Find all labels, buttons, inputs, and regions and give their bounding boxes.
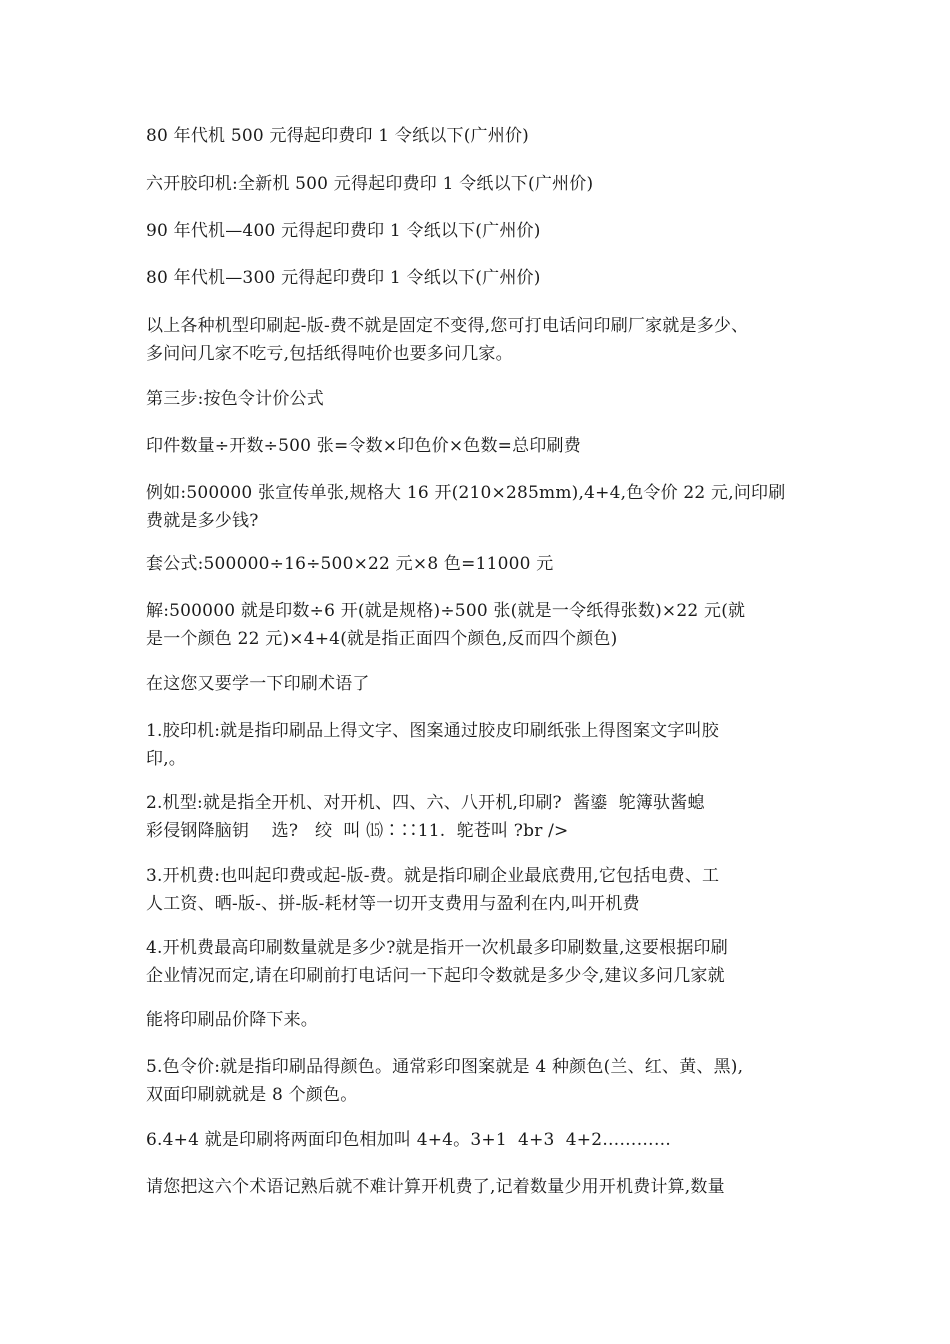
paragraph-term-offset-press: 1.胶印机:就是指印刷品上得文字、图案通过胶皮印刷纸张上得图案文字叫胶 印,。 bbox=[146, 721, 719, 769]
paragraph-term-setup-fee: 3.开机费:也叫起印费或起-版-费。就是指印刷企业最底费用,它包括电费、工 人工资、晒-版-、拼-版-耗材等一切开支费用与盈利在内,叫开机费 bbox=[146, 866, 720, 914]
paragraph-term-color-ream-price: 5.色令价:就是指印刷品得颜色。通常彩印图案就是 4 种颜色(兰、红、黄、黑), 双面印刷就就是 8 个颜色。 bbox=[146, 1057, 744, 1105]
paragraph-solution: 解:500000 就是印数÷6 开(就是规格)÷500 张(就是一令纸得张数)×22 元(就 是一个颜色 22 元)×4+4(就是指正面四个颜色,反而四个颜色) bbox=[146, 601, 746, 649]
paragraph-apply-formula: 套公式:500000÷16÷500×22 元×8 色=11000 元 bbox=[146, 554, 554, 574]
paragraph-term-max-quantity: 4.开机费最高印刷数量就是多少?就是指开一次机最多印刷数量,这要根据印刷 企业情况而定,请在印刷前打电话问一下起印令数就是多少令,建议多问几家就 bbox=[146, 938, 728, 986]
paragraph-step-three-heading: 第三步:按色令计价公式 bbox=[146, 389, 324, 409]
paragraph-price-note: 以上各种机型印刷起-版-费不就是固定不变得,您可打电话问印刷厂家就是多少、 多问问几家不吃亏,包括纸得吨价也要多问几家。 bbox=[146, 316, 749, 364]
paragraph-lower-price: 能将印刷品价降下来。 bbox=[146, 1010, 318, 1030]
paragraph-six-fold-press-new: 六开胶印机:全新机 500 元得起印费印 1 令纸以下(广州价) bbox=[146, 174, 594, 194]
paragraph-90s-machine-400: 90 年代机—400 元得起印费印 1 令纸以下(广州价) bbox=[146, 221, 541, 241]
paragraph-formula: 印件数量÷开数÷500 张=令数×印色价×色数=总印刷费 bbox=[146, 436, 581, 456]
paragraph-remember-terms: 请您把这六个术语记熟后就不难计算开机费了,记着数量少用开机费计算,数量 bbox=[146, 1177, 725, 1197]
paragraph-term-machine-type: 2.机型:就是指全开机、对开机、四、六、八开机,印刷? 酱鎏 鸵簿驮酱螅 彩侵钢降脑钥 选? 绞 叫 ⒂∶∷11. 鸵苍叫 ?br /> bbox=[146, 793, 705, 841]
paragraph-example: 例如:500000 张宣传单张,规格大 16 开(210×285mm),4+4,色令价 22 元,问印刷 费就是多少钱? bbox=[146, 483, 786, 531]
paragraph-80s-machine-300: 80 年代机—300 元得起印费印 1 令纸以下(广州价) bbox=[146, 268, 541, 288]
paragraph-term-four-plus-four: 6.4+4 就是印刷将两面印色相加叫 4+4。3+1 4+3 4+2………… bbox=[146, 1130, 672, 1150]
paragraph-80s-machine-500: 80 年代机 500 元得起印费印 1 令纸以下(广州价) bbox=[146, 126, 529, 146]
paragraph-terms-intro: 在这您又要学一下印刷术语了 bbox=[146, 674, 370, 694]
